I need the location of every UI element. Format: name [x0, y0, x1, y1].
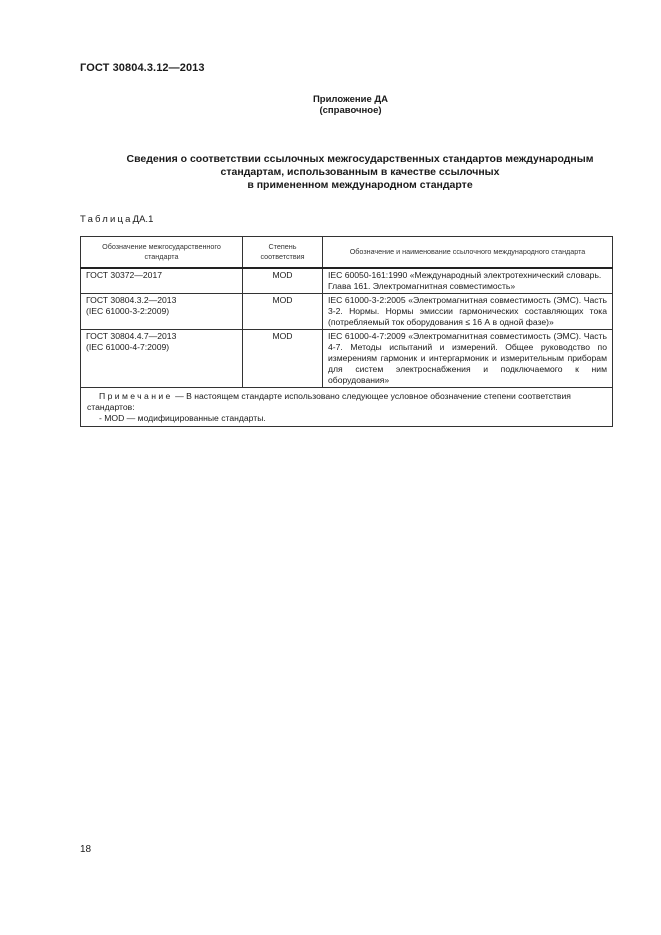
cell-international-standard: IEC 60050-161:1990 «Международный электротехнический словарь. Глава 161. Электромагнитная совместимость»	[323, 268, 613, 294]
standard-iec-equivalent: (IEC 61000-4-7:2009)	[86, 342, 170, 352]
section-title-line-3: в примененном международном стандарте	[247, 179, 473, 191]
section-title-line-2: стандартам, использованным в качестве ссылочных	[220, 166, 500, 178]
table-note	[81, 388, 613, 427]
note-text: — В настоящем стандарте использовано следующее условное обозначение степени соответствия стандартов:	[87, 391, 571, 412]
table-caption-label: Таблица	[80, 214, 133, 225]
correspondence-table	[80, 236, 613, 427]
standard-designation: ГОСТ 30372—2017	[86, 270, 163, 280]
page-number: 18	[80, 844, 92, 855]
table-caption	[80, 214, 153, 225]
table-header-row	[81, 237, 613, 269]
appendix-heading	[0, 94, 661, 116]
cell-interstate-standard	[81, 330, 243, 388]
cell-degree: MOD	[243, 330, 323, 388]
cell-international-standard: IEC 61000-4-7:2009 «Электромагнитная совместимость (ЭМС). Часть 4-7. Методы испытаний и измерений. Общее руководство по измерениям гармоник и интергармоник и измерительным приборам для систем электроснабжения и подключаемого к ним оборудования»	[323, 330, 613, 388]
table-caption-id: ДА.1	[132, 214, 154, 225]
note-item: - MOD — модифицированные стандарты.	[99, 413, 266, 423]
note-body	[87, 391, 571, 412]
document-code: ГОСТ 30804.3.12—2013	[80, 62, 205, 74]
cell-interstate-standard	[81, 268, 243, 294]
table-row	[81, 330, 613, 388]
header-interstate-standard: Обозначение межгосударственного стандарта	[81, 237, 243, 269]
note-label: Примечание	[99, 391, 173, 401]
cell-degree: MOD	[243, 268, 323, 294]
appendix-subtitle: (справочное)	[319, 105, 382, 116]
cell-international-standard: IEC 61000-3-2:2005 «Электромагнитная совместимость (ЭМС). Часть 3-2. Нормы. Нормы эмиссии гармонических составляющих тока (потребляемый ток оборудования ≤ 16 А в одной фазе)»	[323, 294, 613, 330]
standard-iec-equivalent: (IEC 61000-3-2:2009)	[86, 306, 170, 316]
section-title-line-1: Сведения о соответствии ссылочных межгосударственных стандартов международным	[126, 153, 594, 165]
header-international-standard: Обозначение и наименование ссылочного международного стандарта	[323, 237, 613, 269]
appendix-title: Приложение ДА	[312, 94, 389, 105]
table-row	[81, 294, 613, 330]
table-note-row	[81, 388, 613, 427]
section-title	[60, 153, 660, 192]
cell-interstate-standard	[81, 294, 243, 330]
cell-degree: MOD	[243, 294, 323, 330]
table-row	[81, 268, 613, 294]
standard-designation: ГОСТ 30804.3.2—2013	[86, 295, 177, 305]
header-degree: Степень соответствия	[243, 237, 323, 269]
standard-designation: ГОСТ 30804.4.7—2013	[86, 331, 177, 341]
